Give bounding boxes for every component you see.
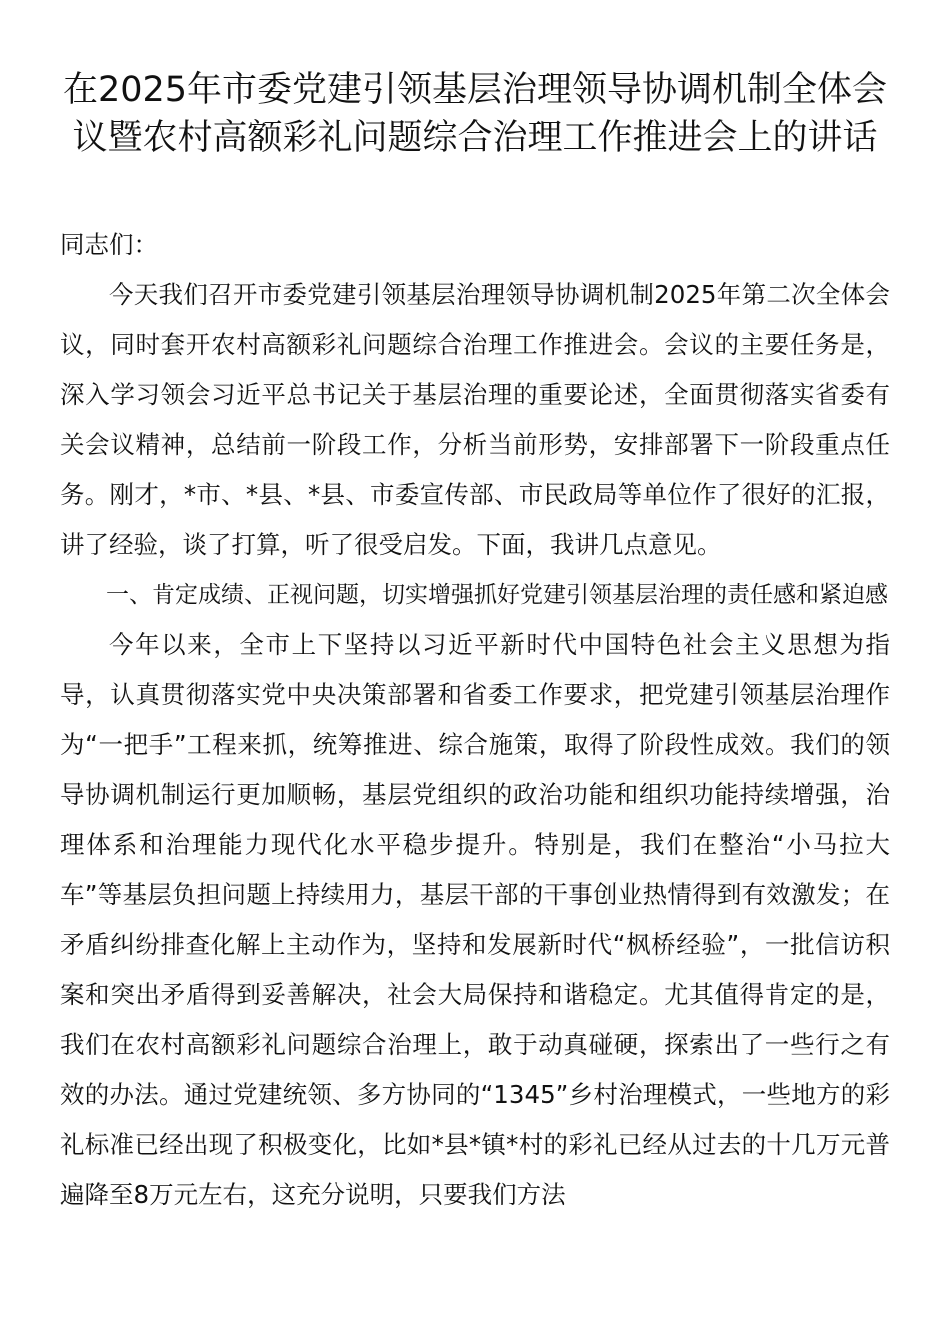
section-heading: 一、肯定成绩、正视问题，切实增强抓好党建引领基层治理的责任感和紧迫感 (106, 582, 888, 608)
document-body (60, 220, 890, 1220)
opening-paragraph: 今天我们召开市委党建引领基层治理领导协调机制2025年第二次全体会议，同时套开农村高额彩礼问题综合治理工作推进会。会议的主要任务是，深入学习领会习近平总书记关于基层治理的重要论述，全面贯彻落实省委有关会议精神，总结前一阶段工作，分析当前形势，安排部署下一阶段重点任务。刚才，*市、*县、*县、市委宣传部、市民政局等单位作了很好的汇报，讲了经验，谈了打算，听了很受启发。下面，我讲几点意见。 (60, 280, 890, 559)
section-paragraph: 今年以来，全市上下坚持以习近平新时代中国特色社会主义思想为指导，认真贯彻落实党中央决策部署和省委工作要求，把党建引领基层治理作为“一把手”工程来抓，统筹推进、综合施策，取得了阶段性成效。我们的领导协调机制运行更加顺畅，基层党组织的政治功能和组织功能持续增强，治理体系和治理能力现代化水平稳步提升。特别是，我们在整治“小马拉大车”等基层负担问题上持续用力，基层干部的干事创业热情得到有效激发；在矛盾纠纷排查化解上主动作为，坚持和发展新时代“枫桥经验”，一批信访积案和突出矛盾得到妥善解决，社会大局保持和谐稳定。尤其值得肯定的是，我们在农村高额彩礼问题综合治理上，敢于动真碰硬，探索出了一些行之有效的办法。通过党建统领、多方协同的“1345”乡村治理模式，一些地方的彩礼标准已经出现了积极变化，比如*县*镇*村的彩礼已经从过去的十几万元普遍降至8万元左右，这充分说明，只要我们方法 (60, 630, 890, 1209)
salutation: 同志们： (60, 230, 158, 259)
document-title: 在2025年市委党建引领基层治理领导协调机制全体会议暨农村高额彩礼问题综合治理工作推进会上的讲话 (62, 70, 888, 158)
